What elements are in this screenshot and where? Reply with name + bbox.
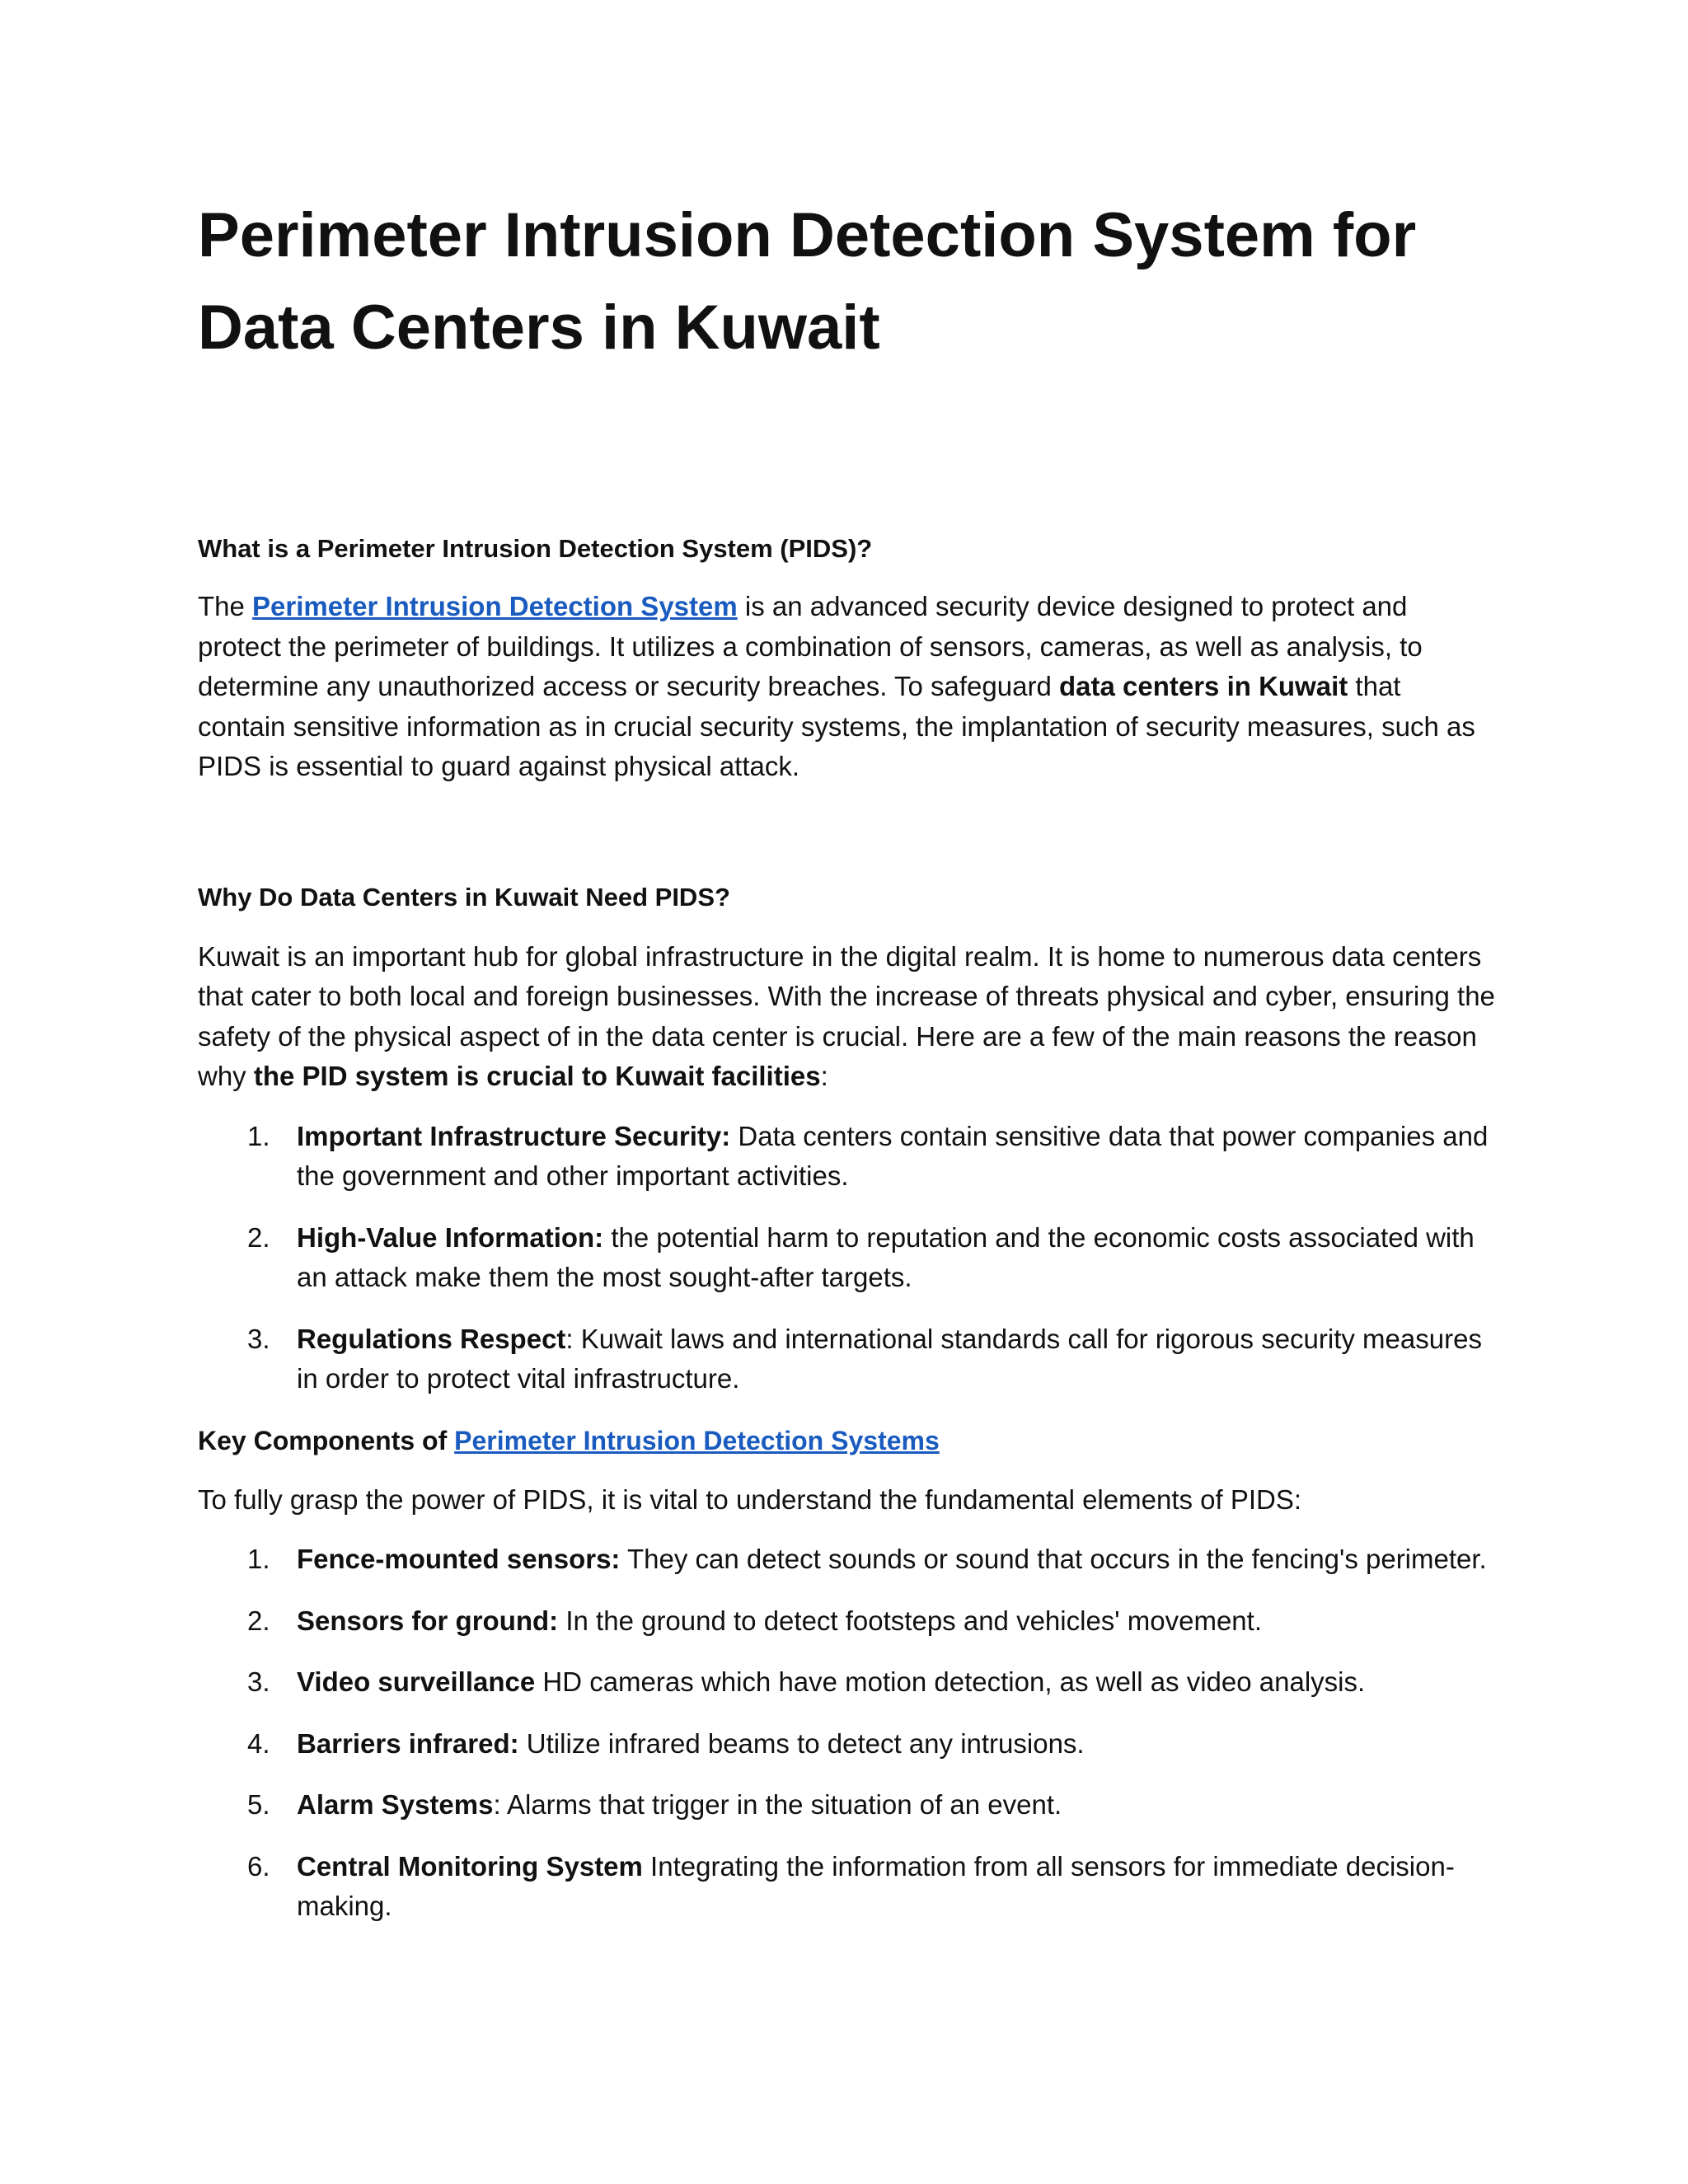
- list-number: 6.: [247, 1850, 270, 1882]
- list-item-title: High-Value Information:: [297, 1221, 604, 1253]
- list-item: [198, 1117, 1496, 1197]
- list-item-text: Utilize infrared beams to detect any intrusions.: [518, 1727, 1085, 1759]
- text-run: Key Components of: [198, 1425, 455, 1455]
- list-item-text: : Kuwait laws and international standards call for rigorous security measures in order to protect vital infrastructure.: [297, 1323, 1482, 1394]
- list-number: 3.: [247, 1666, 270, 1697]
- list-item-title: Fence-mounted sensors:: [297, 1544, 621, 1574]
- text-run: Kuwait is an important hub for global infrastructure in the digital realm. It is home to numerous data centers that cater to both local and foreign businesses. With the increase of threats physical and cyber, ensuring the safety of the physical aspect of in the data center is crucial. Here are a few of the main reasons the reason why: [198, 940, 1495, 1091]
- list-item-title: Central Monitoring System: [297, 1850, 643, 1882]
- list-item-text: : Alarms that trigger in the situation of an event.: [493, 1789, 1062, 1820]
- list-item-text: the potential harm to reputation and the economic costs associated with an attack make them the most sought-after targets.: [297, 1221, 1475, 1292]
- text-run: The: [198, 591, 253, 621]
- list-number: 1.: [247, 1544, 270, 1574]
- list-item-title: Video surveillance: [297, 1666, 536, 1697]
- reasons-list: [198, 1117, 1496, 1399]
- section-heading-what-is-pids: What is a Perimeter Intrusion Detection System (PIDS)?: [198, 534, 873, 563]
- list-item-title: Alarm Systems: [297, 1789, 494, 1820]
- section-heading-why-need-pids: Why Do Data Centers in Kuwait Need PIDS?: [198, 882, 730, 912]
- list-item: [198, 1540, 1496, 1580]
- section-paragraph-why-need-pids: [198, 937, 1496, 1097]
- list-item-text: They can detect sounds or sound that occurs in the fencing's perimeter.: [620, 1544, 1487, 1574]
- list-number: 4.: [247, 1727, 270, 1759]
- list-item: [198, 1319, 1496, 1399]
- list-item: [198, 1785, 1496, 1825]
- section-paragraph-key-components: To fully grasp the power of PIDS, it is vital to understand the fundamental elements of PIDS:: [198, 1483, 1302, 1515]
- list-number: 1.: [247, 1120, 270, 1151]
- text-run: that contain sensitive information as in crucial security systems, the implantation of security measures, such as PIDS is essential to guard against physical attack.: [198, 671, 1475, 781]
- list-item: [198, 1601, 1496, 1642]
- list-item-title: Regulations Respect: [297, 1323, 566, 1354]
- list-item-text: Integrating the information from all sensors for immediate decision-making.: [297, 1850, 1455, 1921]
- list-item: [198, 1724, 1496, 1765]
- bold-text: the PID system is crucial to Kuwait facilities: [253, 1061, 821, 1091]
- list-item: [198, 1662, 1496, 1703]
- section-paragraph-what-is-pids: [198, 587, 1496, 787]
- list-item-title: Barriers infrared:: [297, 1727, 519, 1759]
- list-item-title: Sensors for ground:: [297, 1605, 559, 1636]
- list-item-text: HD cameras which have motion detection, as well as video analysis.: [535, 1666, 1366, 1697]
- list-number: 3.: [247, 1323, 270, 1354]
- text-run: :: [820, 1061, 828, 1091]
- page-title: Perimeter Intrusion Detection System for Data Centers in Kuwait: [198, 200, 1417, 363]
- section-heading-key-components: [198, 1421, 1496, 1460]
- list-item-text: Data centers contain sensitive data that power companies and the government and other important activities.: [297, 1120, 1489, 1191]
- document-content: [198, 190, 1496, 1948]
- components-list: [198, 1540, 1496, 1927]
- list-number: 2.: [247, 1221, 270, 1253]
- list-item-title: Important Infrastructure Security:: [297, 1120, 731, 1151]
- list-item: [198, 1218, 1496, 1298]
- list-number: 5.: [247, 1789, 270, 1820]
- bold-text: data centers in Kuwait: [1058, 671, 1348, 701]
- text-run: is an advanced security device designed to protect and protect the perimeter of buildings. It utilizes a combination of sensors, cameras, as well as analysis, to determine any unauthorized access or security breaches. To safeguard: [198, 591, 1423, 701]
- list-item-text: In the ground to detect footsteps and vehicles' movement.: [558, 1605, 1262, 1636]
- pids-systems-link[interactable]: Perimeter Intrusion Detection Systems: [454, 1425, 940, 1455]
- list-item: [198, 1847, 1496, 1927]
- pids-link[interactable]: Perimeter Intrusion Detection System: [252, 591, 738, 621]
- list-number: 2.: [247, 1605, 270, 1636]
